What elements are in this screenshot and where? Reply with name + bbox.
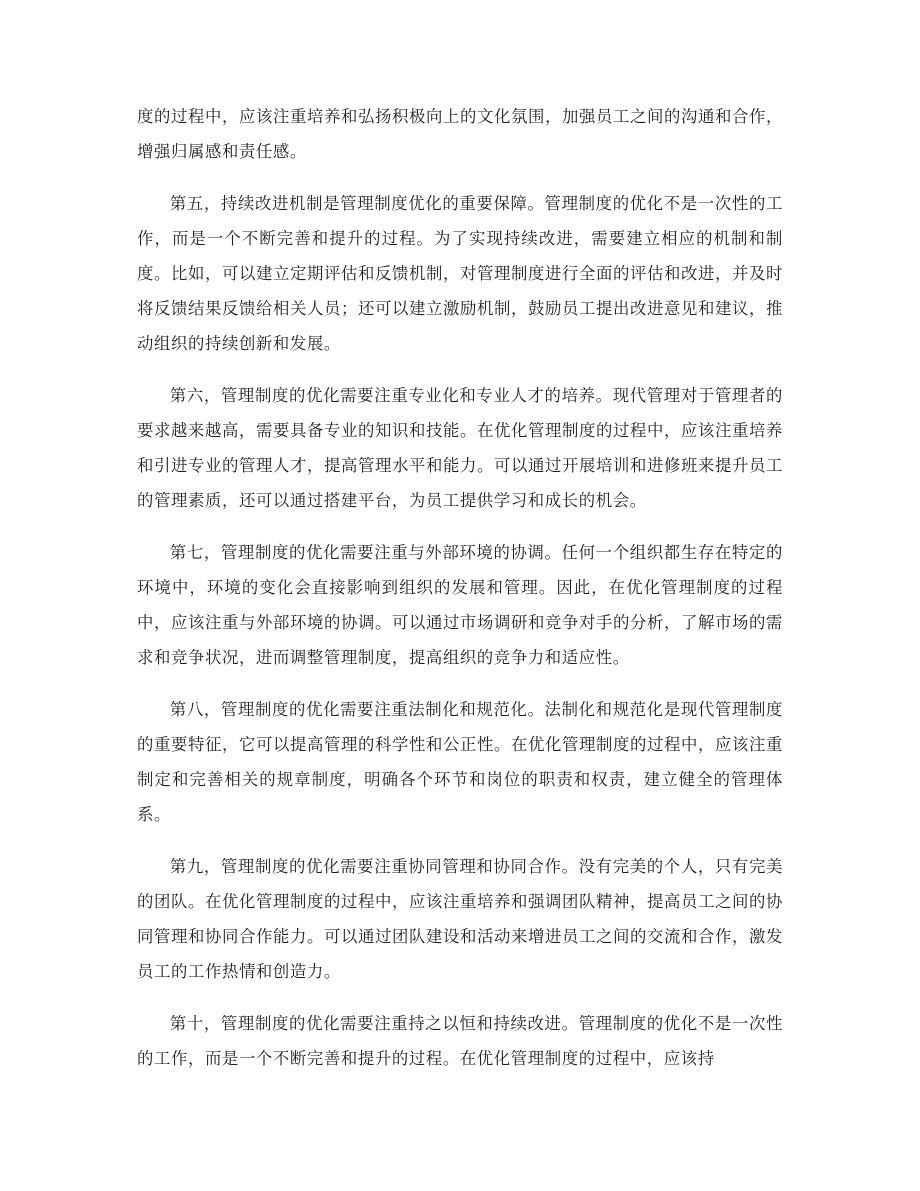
paragraph-eighth: 第八，管理制度的优化需要注重法制化和规范化。法制化和规范化是现代管理制度的重要特征，它可以提高管理的科学性和公正性。在优化管理制度的过程中，应该注重制定和完善相关的规章制度，明确各个环节和岗位的职责和权责，建立健全的管理体系。 xyxy=(137,700,783,824)
paragraph-sixth: 第六，管理制度的优化需要注重专业化和专业人才的培养。现代管理对于管理者的要求越来越高，需要具备专业的知识和技能。在优化管理制度的过程中，应该注重培养和引进专业的管理人才，提高管理水平和能力。可以通过开展培训和进修班来提升员工的管理素质，还可以通过搭建平台，为员工提供学习和成长的机会。 xyxy=(137,386,783,510)
paragraph-ninth: 第九，管理制度的优化需要注重协同管理和协同合作。没有完美的个人，只有完美的团队。在优化管理制度的过程中，应该注重培养和强调团队精神，提高员工之间的协同管理和协同合作能力。可以通过团队建设和活动来增进员工之间的交流和合作，激发员工的工作热情和创造力。 xyxy=(137,857,783,981)
paragraph-tenth: 第十，管理制度的优化需要注重持之以恒和持续改进。管理制度的优化不是一次性的工作，而是一个不断完善和提升的过程。在优化管理制度的过程中，应该持 xyxy=(137,1014,783,1068)
paragraph-fifth: 第五，持续改进机制是管理制度优化的重要保障。管理制度的优化不是一次性的工作，而是一个不断完善和提升的过程。为了实现持续改进，需要建立相应的机制和制度。比如，可以建立定期评估和反馈机制，对管理制度进行全面的评估和改进，并及时将反馈结果反馈给相关人员；还可以建立激励机制，鼓励员工提出改进意见和建议，推动组织的持续创新和发展。 xyxy=(137,194,783,353)
document-body xyxy=(137,99,783,1093)
paragraph-continued: 度的过程中，应该注重培养和弘扬积极向上的文化氛围，加强员工之间的沟通和合作，增强归属感和责任感。 xyxy=(137,107,783,161)
paragraph-seventh: 第七，管理制度的优化需要注重与外部环境的协调。任何一个组织都生存在特定的环境中，环境的变化会直接影响到组织的发展和管理。因此，在优化管理制度的过程中，应该注重与外部环境的协调。可以通过市场调研和竞争对手的分析，了解市场的需求和竞争状况，进而调整管理制度，提高组织的竞争力和适应性。 xyxy=(137,543,783,667)
